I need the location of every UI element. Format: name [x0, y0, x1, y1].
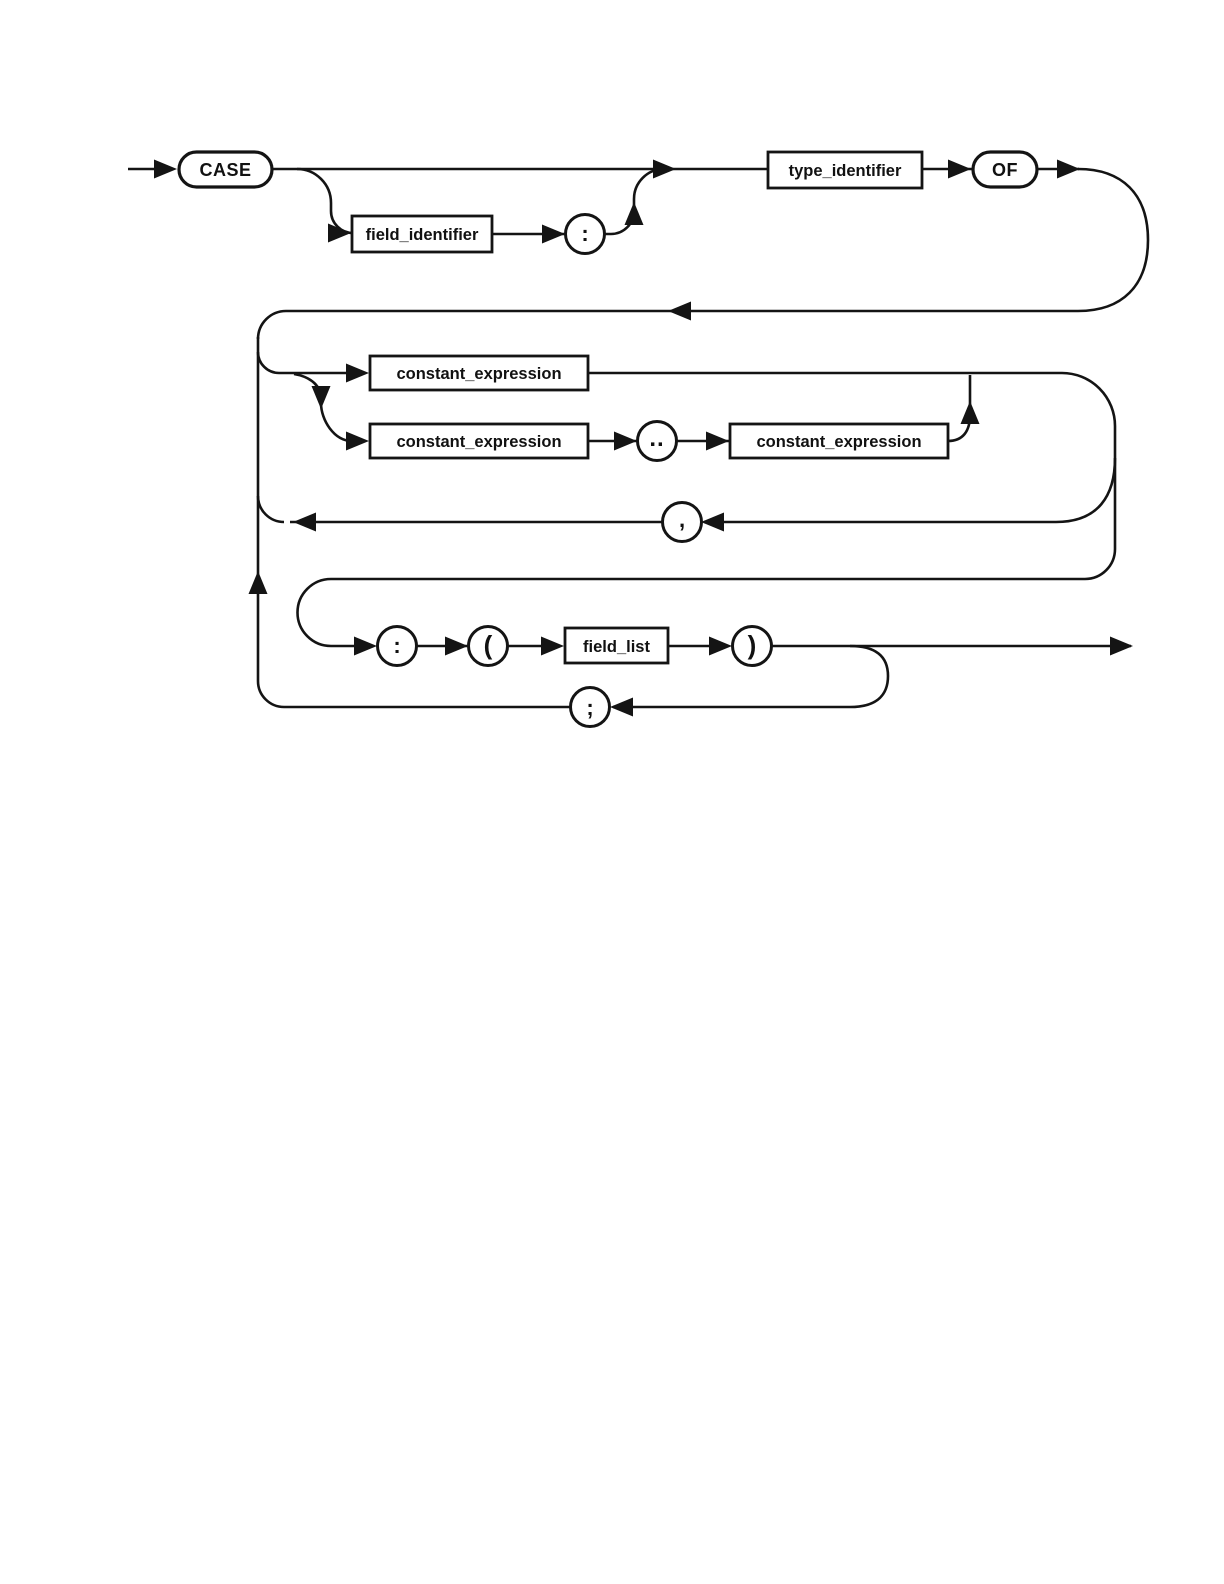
arrow-down-icon	[312, 386, 331, 409]
node-open-paren	[469, 627, 508, 666]
connector-branch-field-identifier	[297, 169, 353, 233]
arrow-right-icon	[1110, 637, 1133, 656]
arrow-right-icon	[709, 637, 732, 656]
node-close-paren	[733, 627, 772, 666]
arrow-right-icon	[154, 160, 177, 179]
connector-of-return-loop	[258, 169, 1148, 339]
arrow-right-icon	[346, 364, 369, 383]
node-label: ,	[678, 507, 686, 532]
connector-constant3-merge-up	[948, 375, 970, 441]
node-of-keyword	[973, 152, 1037, 187]
arrow-right-icon	[541, 637, 564, 656]
node-constant-expression-2	[370, 424, 588, 458]
node-constant-expression-1	[370, 356, 588, 390]
node-label: ..	[649, 425, 665, 452]
arrow-right-icon	[706, 432, 729, 451]
connector-comma-branch	[704, 458, 1115, 522]
node-comma	[663, 503, 702, 542]
node-constant-expression-3	[730, 424, 948, 458]
node-label: field_list	[583, 638, 650, 656]
arrow-right-icon	[1057, 160, 1080, 179]
arrow-right-icon	[328, 224, 351, 243]
node-label: constant_expression	[396, 433, 562, 451]
node-label: :	[393, 633, 401, 658]
node-range-dots	[638, 422, 677, 461]
node-label: )	[747, 630, 757, 660]
arrow-up-icon	[625, 202, 644, 225]
node-label: constant_expression	[396, 365, 562, 383]
node-label: field_identifier	[365, 226, 479, 244]
node-semicolon	[571, 688, 610, 727]
arrow-up-icon	[961, 401, 980, 424]
node-colon-tag	[566, 215, 605, 254]
connector-semicolon-return	[258, 681, 570, 707]
arrow-right-icon	[354, 637, 377, 656]
node-label: OF	[992, 160, 1018, 180]
node-field-identifier	[352, 216, 492, 252]
connector-junction-turn	[258, 352, 279, 373]
connector-comma-up	[258, 496, 284, 522]
node-label: (	[483, 630, 493, 660]
node-label: :	[581, 221, 589, 246]
node-label: ;	[586, 695, 594, 720]
node-case-keyword	[179, 152, 272, 187]
node-type-identifier	[768, 152, 922, 188]
node-label: constant_expression	[756, 433, 922, 451]
arrow-right-icon	[542, 225, 565, 244]
connector-descend-to-variant	[298, 373, 1116, 646]
node-label: type_identifier	[788, 162, 902, 180]
arrow-left-icon	[610, 698, 633, 717]
arrow-left-icon	[668, 302, 691, 321]
arrow-right-icon	[653, 160, 676, 179]
arrow-right-icon	[948, 160, 971, 179]
arrow-left-icon	[293, 513, 316, 532]
node-label: CASE	[199, 160, 252, 180]
arrow-right-icon	[445, 637, 468, 656]
arrow-left-icon	[701, 513, 724, 532]
arrow-up-icon	[249, 571, 268, 594]
node-field-list	[565, 628, 668, 663]
node-colon-variant	[378, 627, 417, 666]
arrow-right-icon	[346, 432, 369, 451]
connector-branch-range	[294, 374, 352, 441]
arrow-right-icon	[614, 432, 637, 451]
